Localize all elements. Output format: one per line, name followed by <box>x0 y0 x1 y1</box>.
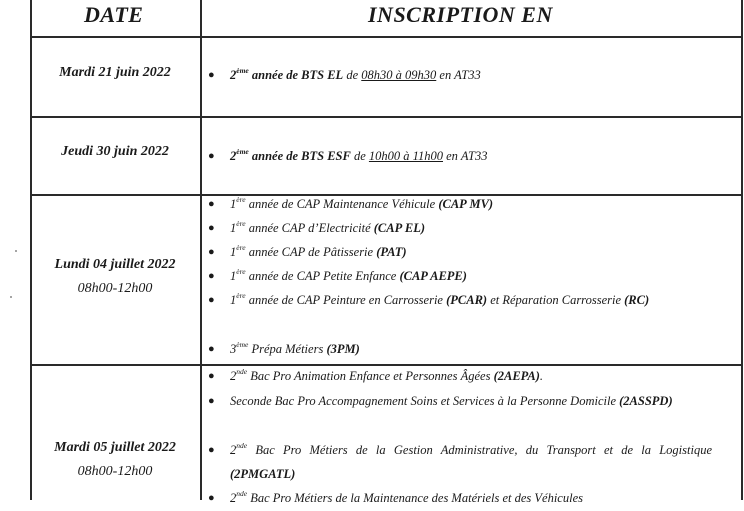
row-date: Mardi 05 juillet 2022 08h00-12h00 <box>54 440 176 479</box>
bullet-icon: ● <box>208 198 215 210</box>
header-divider <box>30 36 742 38</box>
bullet-icon: ● <box>208 246 215 258</box>
bullet-icon: ● <box>208 370 215 382</box>
inscription-entry: ● Seconde Bac Pro Accompagnement Soins et Services à la Personne Domicile (2ASSPD) <box>230 390 712 414</box>
bullet-icon: ● <box>208 444 215 456</box>
bullet-icon: ● <box>208 222 215 234</box>
bullet-icon: ● <box>208 270 215 282</box>
inscription-entry: ● 3ème Prépa Métiers (3PM) <box>230 338 712 362</box>
inscription-entry: ● 1ère année de CAP Petite Enfance (CAP AEPE) <box>230 265 712 289</box>
inscription-entry: ● 1ère année CAP d’Electricité (CAP EL) <box>230 217 712 241</box>
inscription-entry: ● 2nde Bac Pro Animation Enfance et Personnes Âgées (2AEPA). <box>230 365 712 389</box>
header-inscription: INSCRIPTION EN <box>368 2 553 27</box>
bullet-icon: ● <box>208 69 215 81</box>
header-date: DATE <box>84 2 144 27</box>
inscription-entry: ● 1ère année de CAP Maintenance Véhicule (CAP MV) <box>230 193 712 217</box>
bullet-icon: ● <box>208 294 215 306</box>
bullet-icon: ● <box>208 492 215 504</box>
table-right-border <box>741 0 743 500</box>
inscription-entry: ● 1ère année de CAP Peinture en Carrosserie (PCAR) et Réparation Carrosserie (RC) <box>230 289 712 313</box>
row-time: 08h00-12h00 <box>77 464 153 479</box>
scan-speck <box>10 296 12 298</box>
bullet-icon: ● <box>208 150 215 162</box>
inscription-entry: ● 2nde Bac Pro Métiers de la Maintenance des Matériels et des Véhicules <box>230 487 712 511</box>
inscription-entry: ● 1ère année CAP de Pâtisserie (PAT) <box>230 241 712 265</box>
column-divider <box>200 0 202 500</box>
scan-speck <box>15 250 17 252</box>
row-date: Jeudi 30 juin 2022 <box>61 144 169 159</box>
row-time: 08h00-12h00 <box>77 281 153 296</box>
row-date: Lundi 04 juillet 2022 08h00-12h00 <box>54 257 176 296</box>
inscription-entry: ● 2ème année de BTS EL de 08h30 à 09h30 en AT33 <box>230 64 712 88</box>
row-divider <box>30 116 742 118</box>
bullet-icon: ● <box>208 395 215 407</box>
bullet-icon: ● <box>208 343 215 355</box>
inscription-entry: ● 2nde Bac Pro Métiers de la Gestion Administrative, du Transport et de la Logistique (2PMGATL) <box>208 441 712 481</box>
inscription-entry: ● 2ème année de BTS ESF de 10h00 à 11h00 en AT33 <box>230 145 712 169</box>
row-date: Mardi 21 juin 2022 <box>59 65 171 80</box>
